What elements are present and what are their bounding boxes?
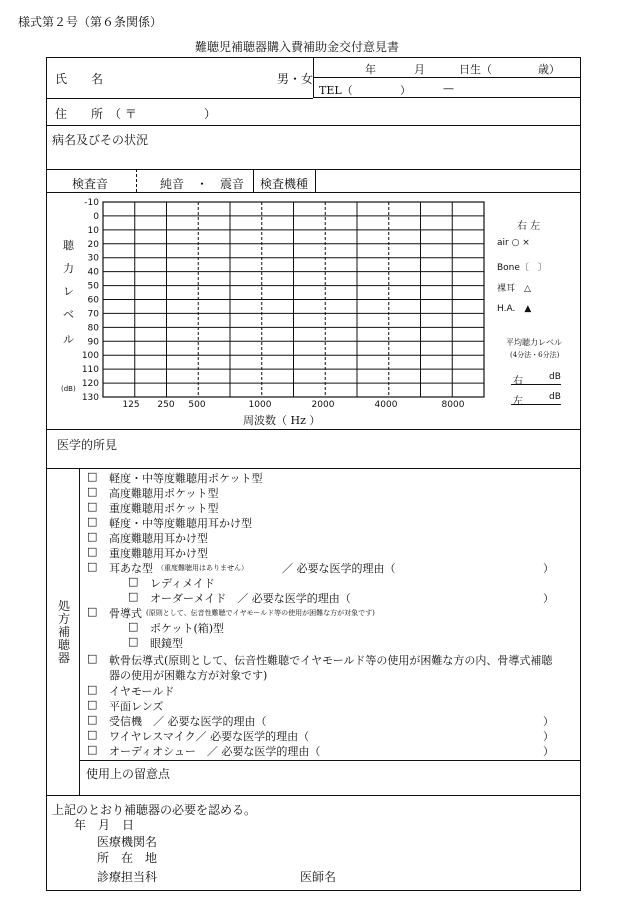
age-label: 歳） xyxy=(538,63,560,76)
close-paren: ） xyxy=(543,592,554,605)
average-left-label: 左 xyxy=(513,396,523,407)
y-axis-label-char: レ xyxy=(63,285,74,298)
sub-item-label: オーダーメイド ／ 必要な医学的理由（ xyxy=(150,592,351,605)
y-tick-label: 30 xyxy=(87,253,99,264)
item-note: （重度難聴用はありません） xyxy=(157,564,248,572)
average-method: (4分法・6分法) xyxy=(510,351,560,359)
close-paren: ） xyxy=(543,745,554,758)
checkbox[interactable]: □ xyxy=(128,635,139,648)
birth-year-label: 年 xyxy=(365,63,376,76)
checkbox[interactable]: □ xyxy=(87,545,98,558)
checkbox[interactable]: □ xyxy=(87,485,98,498)
address-label: 住 所 （ 〒 xyxy=(55,107,137,121)
y-tick-label: 10 xyxy=(87,225,99,236)
y-tick-label: 100 xyxy=(81,351,99,362)
average-title: 平均聴力レベル xyxy=(506,338,562,347)
y-axis-unit: (dB) xyxy=(61,385,76,393)
page-title: 難聴児補聴器購入費補助金交付意見書 xyxy=(195,40,400,54)
y-tick-label: 80 xyxy=(87,323,99,334)
checkbox[interactable]: □ xyxy=(128,590,139,603)
legend-bone: Bone〔 〕 xyxy=(497,263,547,273)
legend-air: air ○ × xyxy=(497,238,530,248)
x-tick-label: 4000 xyxy=(374,400,398,410)
y-tick-label: 110 xyxy=(81,365,99,376)
checkbox[interactable]: □ xyxy=(87,698,98,711)
y-tick-label: 20 xyxy=(87,239,99,250)
checkbox[interactable]: □ xyxy=(87,605,98,618)
x-tick-label: 125 xyxy=(122,400,140,410)
prescription-side-label: 処 方 補 聴 器 xyxy=(57,599,70,665)
item-reason: ／ 必要な医学的理由（ xyxy=(282,562,396,575)
item-label: 耳あな型 xyxy=(109,562,153,575)
checkbox[interactable]: □ xyxy=(87,470,98,483)
item-label: 軽度・中等度難聴用耳かけ型 xyxy=(109,517,252,530)
item-label: ワイヤレスマイク／ 必要な医学的理由（ xyxy=(109,730,310,743)
legend-ha: H.A. ▲ xyxy=(497,304,532,314)
average-left-unit: dB xyxy=(549,392,561,402)
y-axis-label-char: 聴 xyxy=(63,239,74,252)
y-tick-label: 50 xyxy=(87,281,99,292)
close-paren: ） xyxy=(543,715,554,728)
checkbox[interactable]: □ xyxy=(87,515,98,528)
medical-opinion-label: 医学的所見 xyxy=(57,438,118,452)
test-sound-value: 純音 ・ 震音 xyxy=(160,177,245,191)
name-label: 氏 名 xyxy=(55,72,104,86)
checkbox[interactable]: □ xyxy=(87,560,98,573)
test-sound-label: 検査音 xyxy=(72,177,109,191)
legend-right-left: 右 左 xyxy=(517,221,541,232)
x-tick-label: 500 xyxy=(188,400,206,410)
item-label: イヤモールド xyxy=(109,685,175,698)
y-axis-label-char: ベ xyxy=(63,308,74,321)
item-label: 軟骨伝導式(原則として、伝音性難聴でイヤモールド等の使用が困難な方の内、骨導式補聴 xyxy=(109,654,553,667)
form-number: 様式第２号（第６条関係） xyxy=(18,15,163,29)
tel-dash: — xyxy=(443,82,454,95)
doctor-label: 医師名 xyxy=(300,870,337,884)
checkbox[interactable]: □ xyxy=(128,575,139,588)
birth-month-label: 月 xyxy=(414,63,425,76)
item-label: 受信機 ／ 必要な医学的理由（ xyxy=(109,715,267,728)
y-axis-label-char: ル xyxy=(63,333,74,346)
x-axis-title: 周波数（ Hz ） xyxy=(243,414,321,427)
checkbox[interactable]: □ xyxy=(87,728,98,741)
item-label: 重度難聴用耳かけ型 xyxy=(109,547,208,560)
sub-item-label: レディメイド xyxy=(150,577,215,590)
y-tick-label: -10 xyxy=(84,198,99,208)
department-label: 診療担当科 xyxy=(97,870,158,884)
checkbox[interactable]: □ xyxy=(87,500,98,513)
y-tick-label: 40 xyxy=(87,267,99,278)
item-label: 高度難聴用耳かけ型 xyxy=(109,532,208,545)
tel-label: TEL（ xyxy=(319,84,353,97)
checkbox[interactable]: □ xyxy=(87,652,98,665)
checkbox[interactable]: □ xyxy=(87,743,98,756)
y-axis-label-char: 力 xyxy=(63,262,74,275)
checkbox[interactable]: □ xyxy=(87,713,98,726)
checkbox[interactable]: □ xyxy=(128,620,139,633)
sub-item-label: 眼鏡型 xyxy=(150,637,183,650)
location-label: 所 在 地 xyxy=(97,851,158,865)
item-label-continued: 器の使用が困難な方が対象です) xyxy=(109,669,268,682)
tel-close: ） xyxy=(400,84,411,97)
x-tick-label: 8000 xyxy=(441,400,465,410)
y-tick-label: 130 xyxy=(81,393,99,403)
sex-label: 男・女 xyxy=(277,72,314,86)
address-close: ） xyxy=(204,107,217,121)
y-tick-label: 90 xyxy=(87,337,99,348)
item-label: 重度難聴用ポケット型 xyxy=(109,502,219,515)
institution-label: 医療機関名 xyxy=(97,835,158,849)
y-tick-label: 70 xyxy=(87,309,99,320)
checkbox[interactable]: □ xyxy=(87,530,98,543)
close-paren: ） xyxy=(543,730,554,743)
item-label: 骨導式 xyxy=(109,607,142,620)
average-right-label: 右 xyxy=(513,376,523,387)
item-label: 平面レンズ xyxy=(109,700,164,713)
checkbox[interactable]: □ xyxy=(87,683,98,696)
item-label: 軽度・中等度難聴用ポケット型 xyxy=(109,472,263,485)
sub-item-label: ポケット(箱)型 xyxy=(150,622,225,635)
test-device-label: 検査機種 xyxy=(260,177,309,191)
close-paren: ） xyxy=(543,562,554,575)
y-tick-label: 0 xyxy=(93,211,99,222)
average-right-unit: dB xyxy=(549,372,561,382)
y-tick-label: 120 xyxy=(81,379,99,390)
x-tick-label: 250 xyxy=(157,400,175,410)
usage-notes-label: 使用上の留意点 xyxy=(86,767,171,781)
x-tick-label: 2000 xyxy=(311,400,335,410)
certification-date: 年 月 日 xyxy=(74,818,135,832)
condition-label: 病名及びその状況 xyxy=(52,133,149,147)
legend-naked: 裸耳 △ xyxy=(497,284,531,294)
item-label: オーディオシュー ／ 必要な医学的理由（ xyxy=(109,745,321,758)
item-note: (原則として、伝音性難聴でイヤモールド等の使用が困難な方が対象です) xyxy=(146,609,375,617)
item-label: 高度難聴用ポケット型 xyxy=(109,487,219,500)
y-tick-label: 60 xyxy=(87,295,99,306)
x-tick-label: 1000 xyxy=(248,400,272,410)
certification-statement: 上記のとおり補聴器の必要を認める。 xyxy=(52,803,257,817)
birth-day-label: 日生（ xyxy=(459,63,492,76)
